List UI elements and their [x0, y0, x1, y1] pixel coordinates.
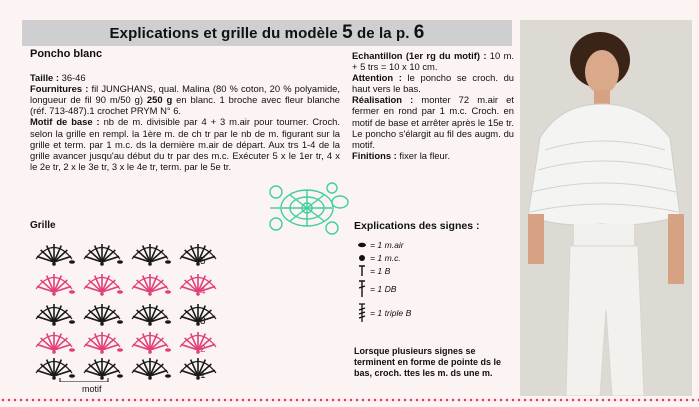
instructions-column-middle	[352, 50, 514, 161]
model-photo	[520, 20, 692, 396]
chain-stitch-mark	[165, 320, 171, 324]
crochet-grille-chart	[28, 232, 228, 382]
grille-fan-motif	[180, 274, 216, 296]
grille-fan-motif	[180, 244, 216, 266]
page-title: Explications et grille du modèle 5 de la p. 6	[109, 22, 425, 43]
chain-stitch-mark	[117, 374, 123, 378]
legend-row-triple-treble: = 1 triple B	[354, 301, 519, 325]
grille-fan-motif	[84, 304, 120, 326]
grille-fan-motif	[36, 274, 72, 296]
turtle-brooch-illustration	[262, 178, 352, 240]
grille-fan-motif	[180, 304, 216, 326]
grille-fan-motif	[132, 358, 168, 380]
legend-row-treble: = 1 DB	[354, 277, 519, 301]
chain-stitch-mark	[117, 320, 123, 324]
echantillon-paragraph: Echantillon (1er rg du motif) : 10 m. + 5 trs = 10 x 10 cm.	[352, 50, 514, 73]
grille-fan-motif	[84, 332, 120, 354]
legend-row-chain: = 1 m.air	[354, 238, 519, 251]
chain-stitch-mark	[117, 290, 123, 294]
realisation-paragraph: Réalisation : monter 72 m.air et fermer en rond par 1 m.c. Croch. en motif de base et arrêter après le 15e tr. Le poncho s'élargit au fil des augm. du motif.	[352, 94, 514, 150]
double-crochet-icon	[354, 265, 370, 277]
triple-treble-icon	[354, 303, 370, 323]
grille-fan-motif	[132, 274, 168, 296]
row-number: 4	[200, 286, 206, 297]
chain-stitch-mark	[165, 348, 171, 352]
chain-icon	[354, 242, 370, 248]
row-number: 1	[200, 370, 206, 381]
grille-fan-motif	[36, 358, 72, 380]
row-number: 2	[200, 344, 206, 355]
grille-fan-motif	[132, 304, 168, 326]
title-bar	[22, 20, 512, 46]
grille-fan-motif	[36, 332, 72, 354]
legend-row-double-crochet: = 1 B	[354, 264, 519, 277]
chain-stitch-mark	[69, 260, 75, 264]
grille-fan-motif	[132, 332, 168, 354]
grille-fan-motif	[84, 244, 120, 266]
chain-stitch-mark	[117, 260, 123, 264]
chain-stitch-mark	[117, 348, 123, 352]
chain-stitch-mark	[69, 374, 75, 378]
grille-fan-motif	[84, 274, 120, 296]
grille-fan-motif	[84, 358, 120, 380]
model-heading: Poncho blanc	[30, 48, 103, 60]
motif-label: motif	[82, 384, 102, 394]
treble-icon	[354, 280, 370, 298]
chain-stitch-mark	[69, 320, 75, 324]
chain-stitch-mark	[69, 290, 75, 294]
row-number: 3	[200, 316, 206, 327]
chain-stitch-mark	[69, 348, 75, 352]
dotted-border	[0, 398, 699, 402]
grille-fan-motif	[180, 358, 216, 380]
attention-paragraph: Attention : le poncho se croch. du haut vers le bas.	[352, 72, 514, 95]
chain-stitch-mark	[165, 374, 171, 378]
motif-paragraph: Motif de base : nb de m. divisible par 4 + 3 m.air pour tourner. Croch. selon la grille en rempl. la 1ère m. de ch tr par le nb de m. figurant sur la grille et term. par 1 m.c. ds la dernière m.air de départ. Aux trs 1-4 de la grille avancer jusqu'au début du tr par des m.c. Exécuter 5 x le 1er tr, 4 x le 2e tr, 2 x le 3e tr, 3 x le 4e tr, term. par le 5e tr.	[30, 116, 340, 172]
legend-title: Explications des signes :	[354, 220, 480, 232]
finitions-paragraph: Finitions : fixer la fleur.	[352, 149, 450, 161]
legend-row-slip-stitch: = 1 m.c.	[354, 251, 519, 264]
grille-fan-motif	[36, 304, 72, 326]
fournitures-paragraph: Fournitures : fil JUNGHANS, qual. Malina (80 % coton, 20 % polyamide, longueur de fil 90 m/50 g) 250 g en blanc. 1 broche avec fleur blanche (réf. 713-487).1 crochet PRYM N° 6.	[30, 83, 341, 117]
grille-label: Grille	[30, 220, 56, 231]
chain-stitch-mark	[165, 260, 171, 264]
row-number: 5	[200, 256, 206, 267]
grille-fan-motif	[132, 244, 168, 266]
instructions-column-left	[30, 49, 340, 172]
grille-fan-motif	[180, 332, 216, 354]
grille-fan-motif	[36, 244, 72, 266]
slip-stitch-icon	[354, 254, 370, 262]
chain-stitch-mark	[165, 290, 171, 294]
legend-note: Lorsque plusieurs signes se terminent en forme de pointe ds le bas, croch. ttes les m. ds une m.	[354, 346, 502, 378]
taille-paragraph: Taille : 36-46	[30, 72, 86, 84]
symbols-legend	[354, 220, 519, 325]
